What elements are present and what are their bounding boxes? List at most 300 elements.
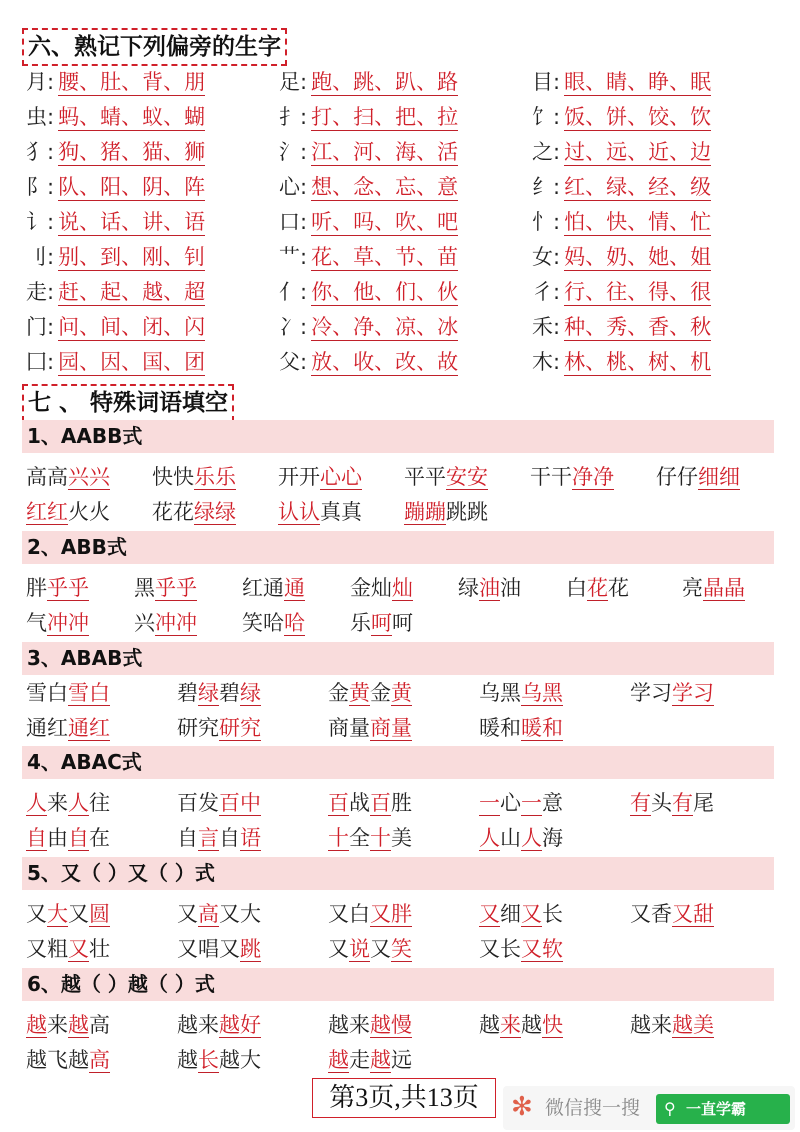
radical-label: 忄: (532, 210, 561, 234)
word-part: 花花 (152, 500, 194, 524)
filled-answer: 乌黑 (521, 681, 563, 705)
word-part: 乌黑 (479, 681, 521, 705)
radical-label: 纟: (532, 175, 561, 199)
filled-answer: 语 (240, 826, 261, 850)
radical-words: 眼、睛、睁、眠 (564, 70, 712, 94)
abac-word (177, 823, 261, 853)
you-word (177, 934, 261, 964)
radical-label: 氵: (279, 140, 308, 164)
word-part: 呵 (392, 611, 413, 635)
radical-words: 听、吗、吹、吧 (311, 210, 459, 234)
filled-answer: 细细 (698, 465, 740, 489)
word-part: 海 (542, 826, 563, 850)
radical-label: 口: (279, 210, 308, 234)
radical-words: 说、话、讲、语 (58, 210, 206, 234)
you-word (328, 899, 412, 929)
radical-cell (279, 67, 458, 97)
filled-answer: 越慢 (370, 1013, 412, 1037)
word-part: 由 (47, 826, 68, 850)
word-part: 百发 (177, 791, 219, 815)
abb-word (350, 573, 413, 603)
radical-cell (26, 242, 205, 272)
abac-word (479, 823, 563, 853)
aabb-word (278, 462, 362, 492)
word-part: 越来 (177, 1013, 219, 1037)
filled-answer: 哈 (284, 611, 305, 635)
word-part: 壮 (89, 937, 110, 961)
word-part: 胖 (26, 576, 47, 600)
word-part: 黑 (134, 576, 155, 600)
radical-label: 艹: (279, 245, 308, 269)
word-part: 金 (370, 681, 391, 705)
radical-label: 父: (279, 350, 308, 374)
radical-cell (532, 242, 711, 272)
abab-word (26, 713, 110, 743)
filled-answer: 自 (26, 826, 47, 850)
word-part: 兴 (134, 611, 155, 635)
radical-label: 女: (532, 245, 561, 269)
word-part: 胜 (391, 791, 412, 815)
radical-cell (279, 242, 458, 272)
yue-word (177, 1010, 261, 1040)
abb-word (242, 608, 305, 638)
filled-answer: 晶晶 (703, 576, 745, 600)
filled-answer: 冲冲 (155, 611, 197, 635)
radical-label: 走: (26, 280, 55, 304)
word-part: 碧 (177, 681, 198, 705)
radical-label: 讠: (26, 210, 55, 234)
yue-word (26, 1045, 110, 1075)
radical-label: 足: (279, 70, 308, 94)
word-part: 头 (651, 791, 672, 815)
radical-cell (279, 137, 458, 167)
word-part: 越来 (328, 1013, 370, 1037)
abac-word (177, 788, 261, 818)
filled-answer: 灿 (392, 576, 413, 600)
filled-answer: 高 (198, 902, 219, 926)
word-part: 干干 (530, 465, 572, 489)
radical-label: 禾: (532, 315, 561, 339)
aabb-word (26, 462, 110, 492)
filled-answer: 兴兴 (68, 465, 110, 489)
word-part: 长 (542, 902, 563, 926)
word-part: 越 (521, 1013, 542, 1037)
filled-answer: 有 (630, 791, 651, 815)
abb-word (458, 573, 521, 603)
filled-answer: 商量 (370, 716, 412, 740)
radical-cell (26, 347, 205, 377)
abac-word (328, 788, 412, 818)
aabb-word (152, 462, 236, 492)
filled-answer: 暖和 (521, 716, 563, 740)
radical-label: 囗: (26, 350, 55, 374)
filled-answer: 又软 (521, 937, 563, 961)
yue-word (479, 1010, 563, 1040)
abab-word (177, 713, 261, 743)
word-part: 气 (26, 611, 47, 635)
abab-word (328, 713, 412, 743)
you-word (328, 934, 412, 964)
abab-word (177, 678, 261, 708)
radical-cell (532, 347, 711, 377)
word-part: 越 (177, 1048, 198, 1072)
filled-answer: 人 (68, 791, 89, 815)
radical-label: 饣: (532, 105, 561, 129)
aabb-word (278, 497, 362, 527)
radical-label: 彳: (532, 280, 561, 304)
filled-answer: 一 (521, 791, 542, 815)
radical-label: 冫: (279, 315, 308, 339)
word-part: 火火 (68, 500, 110, 524)
filled-answer: 十 (370, 826, 391, 850)
radical-cell (26, 102, 205, 132)
radical-words: 林、桃、树、机 (564, 350, 712, 374)
filled-answer: 人 (26, 791, 47, 815)
radical-label: 虫: (26, 105, 55, 129)
word-part: 往 (89, 791, 110, 815)
word-part: 山 (500, 826, 521, 850)
word-part: 远 (391, 1048, 412, 1072)
word-part: 绿 (458, 576, 479, 600)
radical-label: 犭: (26, 140, 55, 164)
radical-cell (279, 207, 458, 237)
aabb-word (404, 497, 488, 527)
filled-answer: 越 (370, 1048, 391, 1072)
word-part: 平平 (404, 465, 446, 489)
yue-word (328, 1010, 412, 1040)
band-you: 5、又（ ）又（ ）式 (22, 857, 774, 890)
radical-label: 阝: (26, 175, 55, 199)
filled-answer: 通 (284, 576, 305, 600)
filled-answer: 花 (587, 576, 608, 600)
filled-answer: 油 (479, 576, 500, 600)
word-part: 全 (349, 826, 370, 850)
radical-words: 想、念、忘、意 (311, 175, 459, 199)
radical-cell (532, 312, 711, 342)
filled-answer: 越 (26, 1013, 47, 1037)
radical-words: 赶、起、越、超 (58, 280, 206, 304)
word-part: 又 (68, 902, 89, 926)
radical-cell (532, 277, 711, 307)
filled-answer: 越 (328, 1048, 349, 1072)
filled-answer: 冲冲 (47, 611, 89, 635)
filled-answer: 又甜 (672, 902, 714, 926)
word-part: 战 (349, 791, 370, 815)
filled-answer: 说 (349, 937, 370, 961)
abac-word (479, 788, 563, 818)
radical-label: 木: (532, 350, 561, 374)
word-part: 又 (328, 937, 349, 961)
word-part: 又唱又 (177, 937, 240, 961)
you-word (26, 899, 110, 929)
word-part: 碧 (219, 681, 240, 705)
filled-answer: 认认 (278, 500, 320, 524)
word-part: 又香 (630, 902, 672, 926)
abab-word (328, 678, 412, 708)
word-part: 心 (500, 791, 521, 815)
word-part: 暖和 (479, 716, 521, 740)
you-word (479, 899, 563, 929)
word-part: 油 (500, 576, 521, 600)
you-word (630, 899, 714, 929)
word-part: 又长 (479, 937, 521, 961)
filled-answer: 呵 (371, 611, 392, 635)
radical-cell (26, 172, 205, 202)
radical-words: 妈、奶、她、姐 (564, 245, 712, 269)
radical-label: 亻: (279, 280, 308, 304)
word-part: 又大 (219, 902, 261, 926)
filled-answer: 十 (328, 826, 349, 850)
filled-answer: 乎乎 (47, 576, 89, 600)
radical-words: 行、往、得、很 (564, 280, 712, 304)
radical-words: 腰、肚、背、朋 (58, 70, 206, 94)
radical-cell (279, 102, 458, 132)
radical-cell (26, 312, 205, 342)
radical-words: 问、间、闭、闪 (58, 315, 206, 339)
radical-words: 打、扫、把、拉 (311, 105, 459, 129)
word-part: 细 (500, 902, 521, 926)
band-abb: 2、ABB式 (22, 531, 774, 564)
radical-label: 刂: (26, 245, 55, 269)
radical-words: 红、绿、经、级 (564, 175, 712, 199)
filled-answer: 百 (328, 791, 349, 815)
filled-answer: 雪白 (68, 681, 110, 705)
radical-words: 队、阳、阴、阵 (58, 175, 206, 199)
abb-word (134, 608, 197, 638)
band-yue: 6、越（ ）越（ ）式 (22, 968, 774, 1001)
abab-word (26, 678, 110, 708)
filled-answer: 人 (479, 826, 500, 850)
aabb-word (26, 497, 110, 527)
word-part: 又白 (328, 902, 370, 926)
filled-answer: 学习 (672, 681, 714, 705)
word-part: 快快 (152, 465, 194, 489)
radical-label: 门: (26, 315, 55, 339)
watermark-button-label: 一直学霸 (686, 1100, 747, 1118)
filled-answer: 百中 (219, 791, 261, 815)
filled-answer: 高 (89, 1048, 110, 1072)
word-part: 研究 (177, 716, 219, 740)
abab-word (479, 678, 563, 708)
page-number: 第3页,共13页 (312, 1078, 496, 1118)
word-part: 又 (26, 902, 47, 926)
radical-cell (26, 207, 205, 237)
radical-words: 饭、饼、饺、饮 (564, 105, 712, 129)
radical-cell (279, 172, 458, 202)
radical-label: 目: (532, 70, 561, 94)
filled-answer: 自 (68, 826, 89, 850)
word-part: 走 (349, 1048, 370, 1072)
abb-word (26, 608, 89, 638)
filled-answer: 越好 (219, 1013, 261, 1037)
word-part: 高 (89, 1013, 110, 1037)
filled-answer: 笑 (391, 937, 412, 961)
radical-label: 扌: (279, 105, 308, 129)
word-part: 来 (47, 1013, 68, 1037)
radical-cell (26, 277, 205, 307)
filled-answer: 言 (198, 826, 219, 850)
filled-answer: 绿 (198, 681, 219, 705)
radical-words: 江、河、海、活 (311, 140, 459, 164)
word-part: 越来 (630, 1013, 672, 1037)
radical-words: 跑、跳、趴、路 (311, 70, 459, 94)
radical-cell (26, 137, 205, 167)
filled-answer: 又 (521, 902, 542, 926)
abab-word (479, 713, 563, 743)
word-part: 又 (177, 902, 198, 926)
filled-answer: 通红 (68, 716, 110, 740)
radical-words: 狗、猪、猫、狮 (58, 140, 206, 164)
filled-answer: 乐乐 (194, 465, 236, 489)
abb-word (566, 573, 629, 603)
section-6-title: 六、熟记下列偏旁的生字 (22, 28, 287, 66)
yue-word (26, 1010, 110, 1040)
filled-answer: 圆 (89, 902, 110, 926)
filled-answer: 百 (370, 791, 391, 815)
you-word (479, 934, 563, 964)
radical-words: 种、秀、香、秋 (564, 315, 712, 339)
word-part: 金灿 (350, 576, 392, 600)
watermark-text: 微信搜一搜 (545, 1097, 641, 1119)
word-part: 学习 (630, 681, 672, 705)
radical-cell (532, 102, 711, 132)
abb-word (350, 608, 413, 638)
word-part: 亮 (682, 576, 703, 600)
word-part: 雪白 (26, 681, 68, 705)
word-part: 笑哈 (242, 611, 284, 635)
yue-word (177, 1045, 261, 1075)
word-part: 尾 (693, 791, 714, 815)
filled-answer: 长 (198, 1048, 219, 1072)
aabb-word (530, 462, 614, 492)
filled-answer: 研究 (219, 716, 261, 740)
radical-words: 你、他、们、伙 (311, 280, 459, 304)
abac-word (630, 788, 714, 818)
abb-word (242, 573, 305, 603)
abb-word (134, 573, 197, 603)
filled-answer: 红红 (26, 500, 68, 524)
abab-word (630, 678, 714, 708)
word-part: 越飞越 (26, 1048, 89, 1072)
word-part: 越大 (219, 1048, 261, 1072)
word-part: 美 (391, 826, 412, 850)
radical-cell (279, 347, 458, 377)
aabb-word (656, 462, 740, 492)
watermark-search-button[interactable] (656, 1094, 790, 1124)
filled-answer: 越 (68, 1013, 89, 1037)
word-part: 跳跳 (446, 500, 488, 524)
radical-words: 花、草、节、苗 (311, 245, 459, 269)
word-part: 来 (47, 791, 68, 815)
yue-word (328, 1045, 412, 1075)
filled-answer: 蹦蹦 (404, 500, 446, 524)
search-icon: ⚲ (664, 1099, 676, 1118)
aabb-word (152, 497, 236, 527)
word-part: 意 (542, 791, 563, 815)
you-word (26, 934, 110, 964)
star-burst-icon: ✻ (511, 1092, 533, 1122)
radical-cell (532, 137, 711, 167)
word-part: 开开 (278, 465, 320, 489)
filled-answer: 乎乎 (155, 576, 197, 600)
radical-cell (532, 207, 711, 237)
aabb-word (404, 462, 488, 492)
filled-answer: 一 (479, 791, 500, 815)
filled-answer: 净净 (572, 465, 614, 489)
band-abac: 4、ABAC式 (22, 746, 774, 779)
filled-answer: 越美 (672, 1013, 714, 1037)
radical-cell (532, 67, 711, 97)
word-part: 花 (608, 576, 629, 600)
word-part: 乐 (350, 611, 371, 635)
filled-answer: 绿 (240, 681, 261, 705)
word-part: 红通 (242, 576, 284, 600)
filled-answer: 又 (479, 902, 500, 926)
filled-answer: 黄 (391, 681, 412, 705)
radical-words: 冷、净、凉、冰 (311, 315, 459, 339)
abac-word (328, 823, 412, 853)
word-part: 自 (177, 826, 198, 850)
word-part: 白 (566, 576, 587, 600)
word-part: 越 (479, 1013, 500, 1037)
word-part: 真真 (320, 500, 362, 524)
filled-answer: 大 (47, 902, 68, 926)
radical-label: 月: (26, 70, 55, 94)
filled-answer: 人 (521, 826, 542, 850)
section-7-title: 七 、 特殊词语填空 (22, 384, 234, 422)
band-abab: 3、ABAB式 (22, 642, 774, 675)
abac-word (26, 788, 110, 818)
word-part: 自 (219, 826, 240, 850)
abac-word (26, 823, 110, 853)
filled-answer: 安安 (446, 465, 488, 489)
radical-cell (532, 172, 711, 202)
filled-answer: 绿绿 (194, 500, 236, 524)
word-part: 金 (328, 681, 349, 705)
filled-answer: 又胖 (370, 902, 412, 926)
word-part: 又粗 (26, 937, 68, 961)
radical-label: 心: (279, 175, 308, 199)
filled-answer: 又 (68, 937, 89, 961)
radical-words: 别、到、刚、钊 (58, 245, 206, 269)
word-part: 通红 (26, 716, 68, 740)
you-word (177, 899, 261, 929)
radical-cell (279, 277, 458, 307)
word-part: 高高 (26, 465, 68, 489)
abb-word (682, 573, 745, 603)
radical-words: 园、因、国、团 (58, 350, 206, 374)
radical-words: 放、收、改、故 (311, 350, 459, 374)
radical-cell (26, 67, 205, 97)
filled-answer: 快 (542, 1013, 563, 1037)
radical-cell (279, 312, 458, 342)
band-aabb: 1、AABB式 (22, 420, 774, 453)
radical-words: 蚂、蜻、蚁、蝴 (58, 105, 206, 129)
filled-answer: 有 (672, 791, 693, 815)
filled-answer: 心心 (320, 465, 362, 489)
yue-word (630, 1010, 714, 1040)
filled-answer: 黄 (349, 681, 370, 705)
word-part: 仔仔 (656, 465, 698, 489)
abb-word (26, 573, 89, 603)
radical-words: 过、远、近、边 (564, 140, 712, 164)
filled-answer: 来 (500, 1013, 521, 1037)
radical-label: 之: (532, 140, 561, 164)
word-part: 又 (370, 937, 391, 961)
word-part: 在 (89, 826, 110, 850)
filled-answer: 跳 (240, 937, 261, 961)
word-part: 商量 (328, 716, 370, 740)
